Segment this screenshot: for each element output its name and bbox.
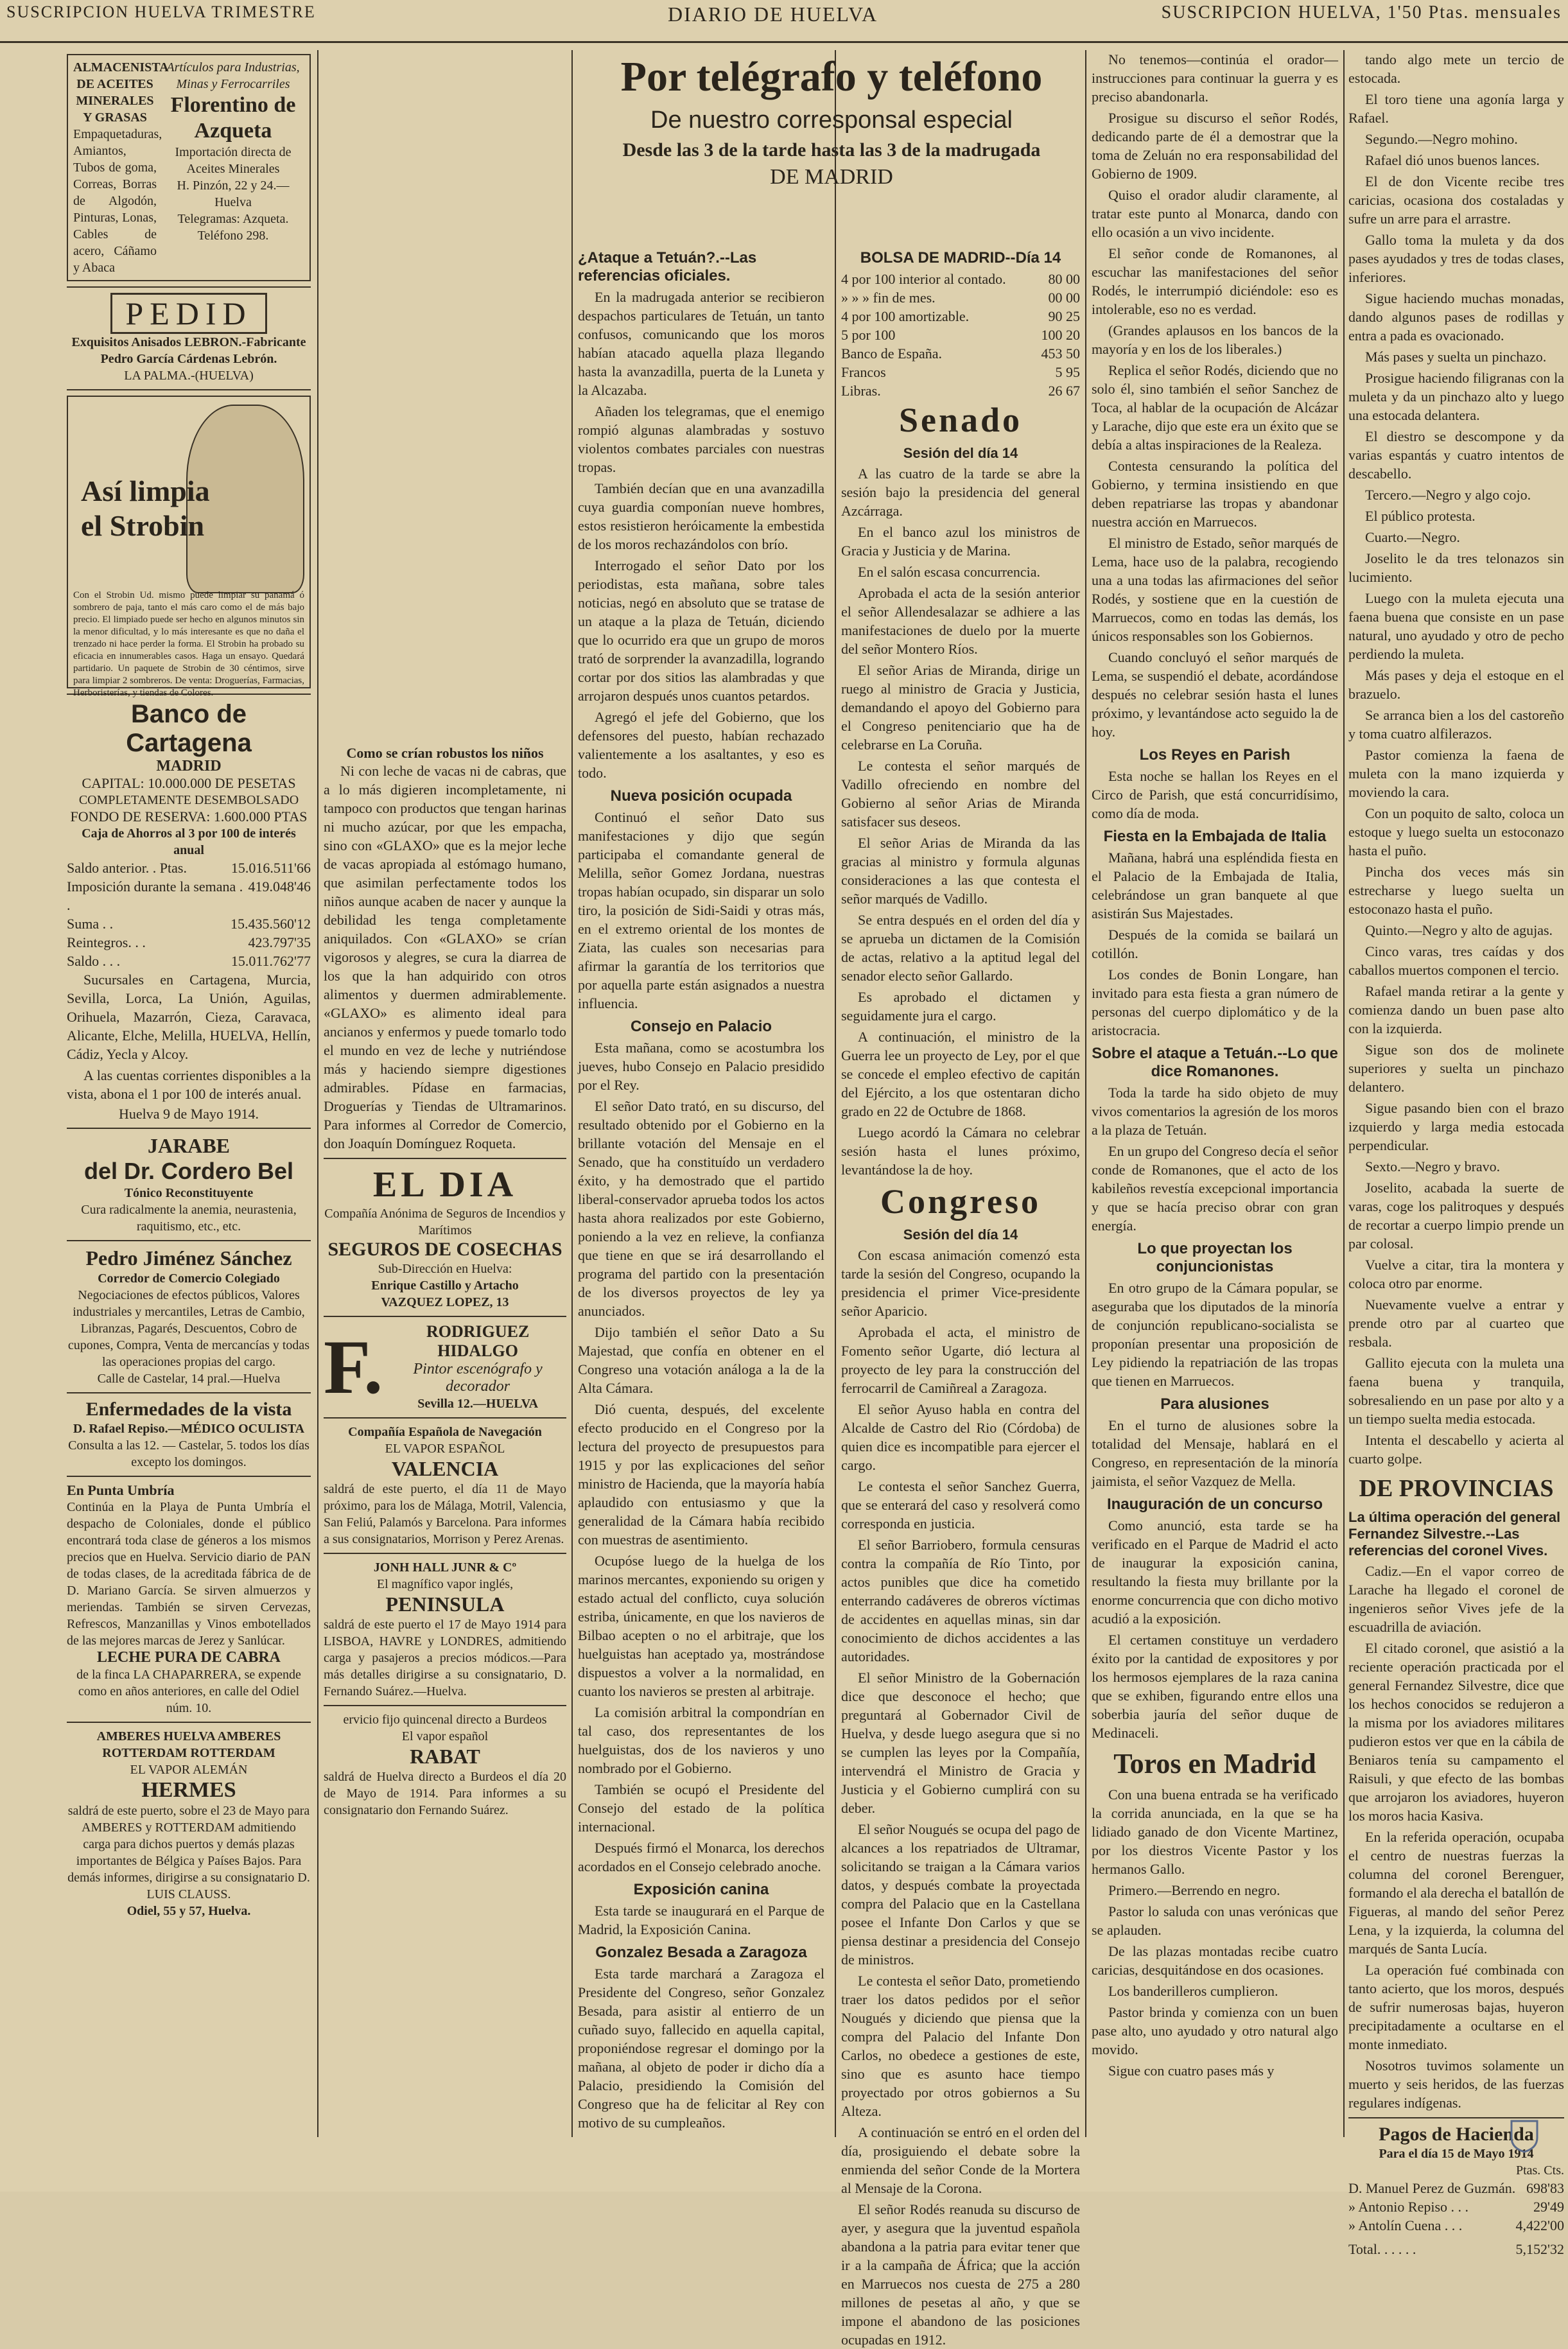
- news-column-2: [578, 244, 824, 2138]
- telegrafo-header: [578, 51, 1085, 189]
- hacienda-sub: Para el día 15 de Mayo 1914: [1379, 2147, 1534, 2161]
- rabat-sub: El vapor español: [401, 1729, 489, 1743]
- hermes-top: AMBERES HUELVA AMBERES ROTTERDAM ROTTERDAM: [96, 1729, 281, 1760]
- florentino-tel: Telegramas: Azqueta. Teléfono 298.: [177, 212, 289, 243]
- banco-city: MADRID: [156, 758, 222, 774]
- paragraph: En el banco azul los ministros de Gracia y Justicia y de Marina.: [841, 524, 1080, 559]
- rodriguez-addr: Sevilla 12.—HUELVA: [417, 1397, 539, 1411]
- header-title: DIARIO DE HUELVA: [668, 3, 878, 26]
- paragraph: Tercero.—Negro y algo cojo.: [1365, 487, 1531, 503]
- congreso-session: Sesión del día 14: [903, 1227, 1018, 1243]
- header-right: SUSCRIPCION HUELVA, 1'50 Ptas. mensuales: [1161, 3, 1562, 22]
- florentino-name: Florentino de Azqueta: [170, 93, 296, 143]
- jarabe-sub: Tónico Reconstituyente: [124, 1186, 254, 1200]
- congreso-headline: Congreso: [880, 1182, 1041, 1221]
- reyes-headline: Los Reyes en Parish: [1139, 746, 1291, 764]
- paragraph: Gallo toma la muleta y da dos pases ayudados y tres de todas clases, inferiores.: [1348, 232, 1564, 285]
- paragraph: Le contesta el señor Dato, prometiendo traer los datos pedidos por el señor Nougués y diciendo que piensa que la compra del Palacio del Infante Don Carlos, no obedece a gestiones de este, sino que es asunto hace tiempo proyectado por otros gobiernos a Su Alteza.: [841, 1973, 1080, 2119]
- bolsa-table: [841, 270, 1080, 400]
- valencia-vapor: EL VAPOR ESPAÑOL: [385, 1442, 505, 1456]
- table-row: » Antolín Cuena . . . 4,422'00: [1348, 2217, 1564, 2233]
- column-rule: [1085, 50, 1086, 2137]
- paragraph: tando algo mete un tercio de estocada.: [1348, 51, 1564, 86]
- consejo-headline: Consejo en Palacio: [630, 1018, 772, 1035]
- almacen-label: ALMACENISTA DE ACEITES MINERALES Y GRASAS: [73, 60, 169, 125]
- table-row: » Antonio Repiso . . . 29'49: [1348, 2199, 1564, 2215]
- table-row: Suma . . 15.435.560'12: [67, 916, 311, 932]
- eldia-title: EL DIA: [372, 1165, 518, 1205]
- umbria-text: Continúa en la Playa de Punta Umbría el despacho de Coloniales, donde el público encontrará toda clase de géneros a los mismos precios que en Huelva. Servicio diario de PAN de todas clases, de la acreditada fábrica de de D. Mariano García. Se sirven almuerzos y meriendas. También se sirven Cervezas, Refrescos, Manzanillas y Vinos embotellados de las mejores marcas de Jerez y Sanlúcar.: [67, 1500, 311, 1648]
- paragraph: Mañana, habrá una espléndida fiesta en el Palacio de la Embajada de Italia, celebrándose un gran banquete al que asistirán Sus Majestades.: [1092, 850, 1338, 921]
- eldia-sub: Compañía Anónima de Seguros de Incendios y Marítimos: [324, 1207, 566, 1237]
- banco-desemb: COMPLETAMENTE DESEMBOLSADO: [78, 793, 299, 807]
- table-row: Reintegros. . . 423.797'35: [67, 934, 311, 950]
- table-row: Francos 5 95: [841, 364, 1080, 380]
- paragraph: A continuación, el ministro de la Guerra lee un proyecto de Ley, por el que se concede el empleo efectivo de capitán del Ejército, a los que ostentaran dicho grado en 22 de Octubre de 1868.: [841, 1029, 1080, 1119]
- page-header: [0, 0, 1568, 43]
- paragraph: En otro grupo de la Cámara popular, se aseguraba que los diputados de la minoría de conjunción republicano-socialista se proponían presentar una proposición de Ley pidiendo la repatriación de las tropas que tienen en Marruecos.: [1092, 1280, 1338, 1389]
- paragraph: Aprobada el acta, el ministro de Fomento señor Ugarte, dió lectura al proyecto de ley para la construcción del ferrocarril de Camiñreal a Zaragoza.: [841, 1324, 1080, 1396]
- pedro-addr: Calle de Castelar, 14 pral.—Huelva: [97, 1372, 281, 1386]
- paragraph: El señor Dato trató, en su discurso, del resultado obtenido por el Gobierno en la brillante votación del Mensaje en el Senado, que ha constituído un verdadero éxito, y ha demostrado que el partido liberal-conservador aprueba todos los actos hasta ahora realizados por este Gobierno, poniendo a la vez en relieve, la confianza que tiene en que se irá desarrollando el programa del partido con la presentación de los diversos proyectos de ley ya anunciados.: [578, 1098, 824, 1319]
- paragraph: Cuando concluyó el señor marqués de Lema, se suspendió el debate, acordándose después no celebrar sesión hasta el lunes próximo, y levantándose acto seguido la de hoy.: [1092, 649, 1338, 740]
- hermes-text: saldrá de este puerto, sobre el 23 de Mayo para AMBERES y ROTTERDAM admitiendo carga para dichos puertos y demás plazas importantes de Bélgica y Países Bajos. Para demás informes, dirigirse a su consignatario D. LUIS CLAUSS.: [67, 1804, 310, 1901]
- paragraph: El señor Barriobero, formula censuras contra la compañía de Río Tinto, por actos punibles que dice ha cometido enterrando cadáveres de obreros víctimas de accidentes en aquellas minas, sin dar conocimiento de dichos accidentes a las autoridades.: [841, 1537, 1080, 1664]
- paragraph: Más pases y suelta un pinchazo.: [1365, 349, 1547, 365]
- paragraph: Ocupóse luego de la huelga de los marinos mercantes, exponiendo su origen y estado actual del conflicto, cuya solución estriba, únicamente, en que los navieros de Bilbao acepten o no el arbitraje, que los huelguistas han aceptado ya, mostrándose dispuestos a volver a la normalidad, en cuanto los navieros se presten al arbitraje.: [578, 1553, 824, 1699]
- paragraph: Sigue con cuatro pases más y: [1108, 2063, 1275, 2079]
- paragraph: Prosigue su discurso el señor Rodés, dedicando parte de él a demostrar que la toma de Zeluán no era responsabilidad del Gobierno de 1909.: [1092, 110, 1338, 182]
- banco-ad: [67, 700, 311, 1122]
- hacienda-headline: Pagos de Hacienda: [1379, 2124, 1534, 2145]
- leche-ad: [67, 1649, 311, 1716]
- paragraph: El toro tiene una agonía larga y Rafael.: [1348, 91, 1564, 126]
- paragraph: Rafael dió unos buenos lances.: [1365, 152, 1540, 168]
- paragraph: Sigue pasando bien con el brazo izquierdo y larga media estocada perpendicular.: [1348, 1100, 1564, 1153]
- table-row: 4 por 100 amortizable. 90 25: [841, 308, 1080, 324]
- vista-text: Consulta a las 12. — Castelar, 5. todos los días excepto los domingos.: [68, 1438, 309, 1469]
- banco-fondo: FONDO DE RESERVA: 1.600.000 PTAS: [70, 808, 308, 825]
- florentino-addr: H. Pinzón, 22 y 24.—Huelva: [177, 179, 290, 209]
- paragraph: De las plazas montadas recibe cuatro caricias, desquitándose en dos ocasiones.: [1092, 1943, 1338, 1978]
- paragraph: El certamen constituye un verdadero éxito por la cantidad de expositores y por los hermosos ejemplares de la raza canina que se exhiben, figurando entre ellos una soberbia jauría del señor duque de Medinaceli.: [1092, 1632, 1338, 1741]
- paragraph: Le contesta el señor marqués de Vadillo ofreciendo en nombre del Gobierno al señor Arias de Miranda satisfacer sus deseos.: [841, 758, 1080, 830]
- umbria-title: En Punta Umbría: [67, 1482, 175, 1498]
- paragraph: La operación fué combinada con tanto acierto, que los moros, después de sufrir numerosas bajas, huyeron precipitadamente a ocultarse en el monte inmediato.: [1348, 1962, 1564, 2052]
- paragraph: Sexto.—Negro y bravo.: [1365, 1158, 1501, 1174]
- paragraph: Luego acordó la Cámara no celebrar sesión hasta el lunes próximo, levantándose la de hoy.: [841, 1124, 1080, 1178]
- coat-of-arms-icon: [1505, 2116, 1544, 2154]
- paragraph: Dijo también el señor Dato a Su Majestad, que confía en obtener en el Congreso una votación análoga a la de la Alta Cámara.: [578, 1324, 824, 1396]
- paragraph: Dió cuenta, después, del excelente efecto producido en el Congreso por la lectura del proyecto de presupuestos para 1915 y por las explicaciones del señor ministro de Hacienda, que la mayoría había aplaudido con entusiasmo y que la generalidad de la Cámara había recibido con muestras de asentimiento.: [578, 1401, 824, 1548]
- paragraph: Pastor comienza la faena de muleta con la mano izquierda y moviendo la cara.: [1348, 747, 1564, 800]
- toros-headline: Toros en Madrid: [1113, 1748, 1316, 1779]
- pedid-title: PEDID: [110, 293, 266, 334]
- banco-cuentas: A las cuentas corrientes disponibles a la vista, abona el 1 por 100 de interés anual.: [67, 1067, 311, 1102]
- provincias-headline: DE PROVINCIAS: [1359, 1475, 1554, 1502]
- paragraph: Replica el señor Rodés, diciendo que no solo él, sino también el señor Sanchez de Toca, al hablar de la ocupación de Alcázar y Larache, dijo que este era un éxito que se debía a altas inspiraciones de la Realeza.: [1092, 362, 1338, 453]
- almacen-items: Empaquetaduras, Amiantos, Tubos de goma, Correas, Borras de Algodón, Pinturas, Lonas, Cables de acero, Cáñamo y Abaca: [73, 127, 162, 275]
- paragraph: Aprobada el acta de la sesión anterior el señor Allendesalazar se adhiere a las manifestaciones de duelo por la muerte del señor Montero Ríos.: [841, 585, 1080, 657]
- paragraph: El señor Nougués se ocupa del pago de alcances a los repatriados de Ultramar, solicitando se traigan a la Cámara varios datos, y después combate la proyectada compra del Palacio que en la Castellana posee el Infante Don Carlos y que se piensa destinar a presidencia del Consejo de ministros.: [841, 1821, 1080, 1968]
- florentino-ad: [67, 54, 311, 281]
- eldia-ad: [324, 1164, 566, 1311]
- hermes-ad: [67, 1728, 311, 1919]
- paragraph: No tenemos—continúa el orador—instrucciones para continuar la guerra y es preciso abandonarla.: [1092, 51, 1338, 105]
- alusiones-headline: Para alusiones: [1160, 1395, 1269, 1413]
- rabat-ad: [324, 1711, 566, 1819]
- table-row: Imposición durante la semana . . 419.048'46: [67, 878, 311, 913]
- telegrafo-city: DE MADRID: [770, 165, 893, 189]
- header-left: SUSCRIPCION HUELVA TRIMESTRE: [6, 3, 316, 21]
- strobin-title: Así limpia el Strobin: [81, 475, 210, 542]
- paragraph: Esta tarde se inaugurará en el Parque de Madrid, la Exposición Canina.: [578, 1903, 824, 1937]
- paragraph: En el turno de alusiones sobre la totalidad del Mensaje, hablará en el Congreso, en representación de la minoría jaimista, el señor Vazquez de Mella.: [1092, 1417, 1338, 1489]
- strobin-text: Con el Strobin Ud. mismo puede limpiar su panamá ó sombrero de paja, tanto el más caro como el de más bajo precio. El limpiado puede ser hecho en algunos minutos sin la menor dificultad, y lo más interesante es que no daña el trenzado ni hace perder la forma. El Strobin ha probado su eficacia en innumerables casos. Haga un ensayo. Quedará partidario. Un paquete de Strobin de 30 céntimos, sirve para limpiar 2 sombreros. De venta: Droguerías, Farmacias, Herboristerías, y tiendas de Colores.: [73, 590, 304, 698]
- paragraph: Esta noche se hallan los Reyes en el Circo de Parish, que está concurridísimo, como día de moda.: [1092, 768, 1338, 821]
- paragraph: El señor Rodés reanuda su discurso de ayer, y asegura que la juventud española abandona a la patria para evitar tener que ir a la campaña de África; que la acción en Marruecos nos cuesta de 275 a 280 millones de pesetas al año, y que se impone el abandono de las posiciones ocupadas en 1912.: [841, 2201, 1080, 2348]
- hermes-sub: EL VAPOR ALEMÁN: [130, 1763, 248, 1777]
- paragraph: Nuevamente vuelve a entrar y prende otro par al cuarteo que resbala.: [1348, 1297, 1564, 1350]
- peninsula-ad: [324, 1559, 566, 1700]
- paragraph: El ministro de Estado, señor marqués de Lema, hace uso de la palabra, recogiendo una a una todas las afirmaciones del señor Rodés, y sostiene que en la cuestión de Marruecos, como en todas las demás, los únicos responsables son los Gobiernos.: [1092, 535, 1338, 644]
- column-rule: [571, 50, 573, 2137]
- valencia-company: Compañía Española de Navegación: [348, 1425, 542, 1439]
- rodriguez-initial: F.: [324, 1324, 383, 1410]
- paragraph: Rafael manda retirar a la gente y comienza dando un buen pase alto con la izquierda.: [1348, 983, 1564, 1036]
- paragraph: Cinco varas, tres caídas y dos caballos muertos componen el tercio.: [1348, 943, 1564, 978]
- paragraph: En la madrugada anterior se recibieron despachos particulares de Tetuán, un tanto confusos, comunicando que los moros habían atacado aquella plaza llegando hasta la avanzadilla, puerta de la Luneta y la Alcazaba.: [578, 289, 824, 398]
- archive-watermark-logo: [1486, 2116, 1563, 2187]
- romanones-headline: Sobre el ataque a Tetuán.--Lo que dice Romanones.: [1092, 1045, 1338, 1080]
- pedid-place: LA PALMA.-(HUELVA): [124, 369, 254, 383]
- paragraph: Le contesta el señor Sanchez Guerra, que se enterará del caso y resolverá como corresponda en justicia.: [841, 1478, 1080, 1532]
- bolsa-headline: BOLSA DE MADRID--Día 14: [860, 249, 1061, 266]
- hermes-name: HERMES: [141, 1778, 236, 1802]
- table-row: D. Manuel Perez de Guzmán. 698'83: [1348, 2180, 1564, 2196]
- ads-column-1: [67, 50, 311, 2137]
- senado-session: Sesión del día 14: [903, 445, 1018, 461]
- paragraph: El de don Vicente recibe tres caricias, ocasiona dos costaladas y sufre un arre para el arrastre.: [1348, 173, 1564, 227]
- jarabe-title: JARABE: [147, 1134, 230, 1157]
- peninsula-sub: El magnífico vapor inglés,: [376, 1577, 514, 1591]
- leche-text: de la finca LA CHAPARRERA, se expende como en años anteriores, en calle del Odiel núm. 10.: [76, 1668, 301, 1715]
- paragraph: Después de la comida se bailará un cotillón.: [1092, 927, 1338, 961]
- column-rule: [1343, 50, 1345, 2137]
- pedro-ad: [67, 1246, 311, 1387]
- paragraph: El público protesta.: [1365, 508, 1476, 524]
- peninsula-text: saldrá de este puerto el 17 de Mayo 1914 para LISBOA, HAVRE y LONDRES, admitiendo carga y pasajeros a precios módicos.—Para más detalles dirigirse a su consignatario, D. Fernando Suárez.—Huelva.: [324, 1618, 566, 1698]
- paragraph: Después firmó el Monarca, los derechos acordados en el Consejo celebrado anoche.: [578, 1840, 824, 1874]
- paragraph: Es aprobado el dictamen y seguidamente jura el cargo.: [841, 989, 1080, 1024]
- table-row: Total. . . . . . 5,152'32: [1348, 2241, 1564, 2257]
- paragraph: Interrogado el señor Dato por los periodistas, esta mañana, sobre tales noticias, negó en absoluto que se tratase de un ataque a la plaza de Tetuán, diciendo que lo ocurrido era que un grupo de moros trató de sorprender la avanzadilla, logrando cortar por dos sitios las alambradas y que arrojaron después unos cuantos petardos.: [578, 557, 824, 704]
- pedid-ad: [67, 293, 311, 384]
- paragraph: Vuelve a citar, tira la montera y coloca otro par enorme.: [1348, 1257, 1564, 1291]
- table-row: Libras. 26 67: [841, 383, 1080, 399]
- eldia-cosechas: SEGUROS DE COSECHAS: [327, 1239, 562, 1260]
- paragraph: Prosigue haciendo filigranas con la muleta y da un pinchazo alto y luego una estocada delantera.: [1348, 370, 1564, 423]
- senado-headline: Senado: [898, 401, 1023, 439]
- banco-title: Banco de Cartagena: [126, 700, 252, 757]
- column-rule: [835, 50, 836, 2137]
- news-column-5: [1348, 50, 1564, 2257]
- pedro-role: Corredor de Comercio Colegiado: [98, 1271, 280, 1286]
- paragraph: Quiso el orador aludir claramente, al tratar este punto al Monarca, dando con ello ocasión a un vivo incidente.: [1092, 187, 1338, 240]
- rabat-text: saldrá de Huelva directo a Burdeos el día 20 de Mayo de 1914. Para informes a su consignatario don Fernando Suárez.: [324, 1770, 566, 1817]
- banco-sucursales: Sucursales en Cartagena, Murcia, Sevilla, Lorca, La Unión, Aguilas, Orihuela, Mazarrón, Cieza, Caravaca, Alicante, Elche, Melilla, HUELVA, Hellín, Cádiz, Yecla y Alcoy.: [67, 972, 311, 1062]
- paragraph: El señor Arias de Miranda da las gracias al ministro y formula algunas consideraciones a las que contesta el señor marqués de Vadillo.: [841, 835, 1080, 907]
- paragraph: Con un poquito de salto, coloca un estoque y luego suelta un estoconazo hasta el puño.: [1348, 805, 1564, 859]
- besada-headline: Gonzalez Besada a Zaragoza: [595, 1944, 807, 1961]
- paragraph: Nosotros tuvimos solamente un muerto y seis heridos, de las fuerzas regulares indígenas.: [1348, 2057, 1564, 2111]
- table-row: Saldo . . . 15.011.762'77: [67, 953, 311, 969]
- jarabe-ad: [67, 1134, 311, 1235]
- paragraph: Con una buena entrada se ha verificado la corrida anunciada, en la que se ha lidiado ganado de don Vicente Martinez, por los diestros Vicente Pastor y los hermanos Gallo.: [1092, 1786, 1338, 1877]
- paragraph: Luego con la muleta ejecuta una faena buena que consiste en un pase natural, uno ayudado y otro de pecho perdiendo la muleta.: [1348, 590, 1564, 662]
- paragraph: Los condes de Bonin Longare, han invitado para esta fiesta a gran número de personas del cuerpo diplomático y de la aristocracia.: [1092, 966, 1338, 1038]
- banco-capital: CAPITAL: 10.000.000 DE PESETAS: [82, 775, 296, 791]
- paragraph: En un grupo del Congreso decía el señor conde de Romanones, que el acto de los kabileños revestía excepcional importancia y que se hacía preciso obrar con gran energía.: [1092, 1143, 1338, 1234]
- paragraph: También decían que en una avanzadilla cuya guardia componían nueve hombres, estos resistieron heróicamente la embestida de los moros rechazándolos con brío.: [578, 480, 824, 552]
- paragraph: Sigue haciendo muchas monadas, dando algunos pases de rodillas y entra a pada es ovacionado.: [1348, 290, 1564, 344]
- valencia-text: saldrá de este puerto, el día 11 de Mayo próximo, para los de Málaga, Motril, Valencia, San Feliú, Palamós y Barcelona. Para informes a sus consignatarios, Morrison y Perez Arenas.: [324, 1482, 566, 1546]
- table-row: Saldo anterior. . Ptas. 15.016.511'66: [67, 860, 311, 876]
- paragraph: El diestro se descompone y da varias espantás y cuatro intentos de descabello.: [1348, 428, 1564, 482]
- valencia-name: VALENCIA: [391, 1457, 499, 1480]
- paragraph: A las cuatro de la tarde se abre la sesión bajo la presidencia del general Azcárraga.: [841, 466, 1080, 519]
- silvestre-headline: La última operación del general Fernandez Silvestre.--Las referencias del coronel Vives.: [1348, 1509, 1561, 1559]
- leche-title: LECHE PURA DE CABRA: [96, 1649, 281, 1666]
- vista-doctor: D. Rafael Repiso.—MÉDICO OCULISTA: [73, 1422, 305, 1436]
- telegrafo-times: Desde las 3 de la tarde hasta las 3 de la madrugada: [622, 139, 1041, 161]
- column-rule: [317, 50, 318, 2137]
- paragraph: Pastor brinda y comienza con un buen pase alto, uno ayudado y otro natural algo movido.: [1092, 2004, 1338, 2057]
- news-column-4: [1092, 50, 1338, 2137]
- table-row: 5 por 100 100 20: [841, 327, 1080, 343]
- paragraph: Como anunció, esta tarde se ha verificado en el Parque de Madrid el acto de inaugurar la exposición canina, resultando la fiesta muy brillante por la enorme concurrencia que con dicho motivo acudió a la exposición.: [1092, 1517, 1338, 1627]
- paragraph: Joselito le da tres telonazos sin lucimiento.: [1348, 550, 1564, 585]
- paragraph: El señor Arias de Miranda, dirige un ruego al ministro de Gracia y Justicia, demandando el apoyo del Gobierno para el Congreso penitenciario que ha de celebrarse en La Coruña.: [841, 662, 1080, 753]
- tetuan-headline: ¿Ataque a Tetuán?.--Las referencias oficiales.: [578, 249, 757, 284]
- rodriguez-role: Pintor escenógrafo y decorador: [413, 1361, 543, 1395]
- glaxo-title: Como se crían robustos los niños: [346, 745, 544, 761]
- pedro-text: Negociaciones de efectos públicos, Valores industriales y mercantiles, Letras de Cambio, Libranzas, Pagarés, Descuentos, Cobro de cupones, Compra, Venta de mercancías y todas las operaciones propias del cargo.: [67, 1288, 310, 1369]
- glaxo-ad: [324, 745, 566, 1153]
- paragraph: A continuación se entró en el orden del día, prosiguiendo el debate sobre la enmienda del señor Conde de la Mortera al Mensaje de la Corona.: [841, 2124, 1080, 2196]
- paragraph: El citado coronel, que asistió a la reciente operación practicada por el general Fernandez Silvestre, dice que los hechos conocidos se redujeron a la misma por los aviadores militares pudieron estos ver que en la cábila de Beniaros tenía su campamento el Raisuli, y que efecto de las bombas que arrojaron los aviadores, huyeron los moros hacia Kasiva.: [1348, 1640, 1564, 1824]
- banco-caja: Caja de Ahorros al 3 por 100 de interés anual: [82, 826, 296, 857]
- paragraph: Cuarto.—Negro.: [1365, 529, 1460, 545]
- paragraph: Añaden los telegramas, que el enemigo rompió algunas alambradas y sostuvo violentos combates parciales con nuestras tropas.: [578, 403, 824, 475]
- paragraph: Pincha dos veces más sin estrecharse y luego suelta un estoconazo hasta el puño.: [1348, 864, 1564, 917]
- expo-headline: Exposición canina: [633, 1881, 769, 1898]
- table-row: 4 por 100 interior al contado. 80 00: [841, 271, 1080, 287]
- eldia-addr: VAZQUEZ LOPEZ, 13: [381, 1295, 509, 1309]
- italia-headline: Fiesta en la Embajada de Italia: [1103, 828, 1327, 845]
- rabat-name: RABAT: [410, 1745, 480, 1768]
- jarabe-doctor: del Dr. Cordero Bel: [83, 1158, 294, 1184]
- hacienda-table: [1348, 2179, 1564, 2258]
- vista-title: Enfermedades de la vista: [85, 1399, 292, 1420]
- paragraph: Se arranca bien a los del castoreño y toma cuatro alfilerazos.: [1348, 707, 1564, 742]
- paragraph: En el salón escasa concurrencia.: [858, 564, 1041, 580]
- paragraph: Quinto.—Negro y alto de agujas.: [1365, 922, 1553, 938]
- paragraph: Cadiz.—En el vapor correo de Larache ha llegado el coronel de ingenieros señor Vives jefe de la escuadrilla de aviación.: [1348, 1563, 1564, 1635]
- paragraph: (Grandes aplausos en los bancos de la mayoría y en los de los liberales.): [1092, 322, 1338, 357]
- hacienda-unit: Ptas. Cts.: [1515, 2163, 1564, 2178]
- peninsula-company: JONH HALL JUNR & Cº: [373, 1560, 517, 1575]
- paragraph: Sigue son dos de molinete superiores y suelta un pinchazo delantero.: [1348, 1042, 1564, 1095]
- paragraph: Se entra después en el orden del día y se aprueba un dictamen de la Comisión de actas, relativo a la aptitud legal del senador electo señor Gallardo.: [841, 912, 1080, 984]
- telegrafo-sub: De nuestro corresponsal especial: [650, 107, 1013, 134]
- peninsula-name: PENINSULA: [385, 1593, 505, 1616]
- paragraph: Más pases y deja el estoque en el brazuelo.: [1348, 667, 1564, 702]
- paragraph: Toda la tarde ha sido objeto de muy vivos comentarios la agresión de los moros a la plaza de Tetuán.: [1092, 1085, 1338, 1138]
- paragraph: El señor Ayuso habla en contra del Alcalde de Castro del Rio (Córdoba) de quien dice es incompatible para ejercer el cargo.: [841, 1401, 1080, 1473]
- paragraph: Con escasa animación comenzó esta tarde la sesión del Congreso, ocupando la presidencia el primer Vice-presidente señor Aparicio.: [841, 1247, 1080, 1319]
- paragraph: Contesta censurando la política del Gobierno, y termina insistiendo en que deben repatriarse las tropas y abandonar nuestra acción en Marruecos.: [1092, 458, 1338, 530]
- paragraph: El señor Ministro de la Gobernación dice que desconoce el hecho; que preguntará al Gobernador Civil de Huelva, y desde luego asegura que si no se cumplen las leyes por la Compañía, intervendrá el Ministro de Gracia y Justicia y el Gobierno cumplirá con su deber.: [841, 1670, 1080, 1816]
- paragraph: Joselito, acabada la suerte de varas, coge los palitroques y después de recortar a cuerpo limpio prende un par colosal.: [1348, 1180, 1564, 1252]
- paragraph: También se ocupó el Presidente del Consejo del estado de la política internacional.: [578, 1781, 824, 1835]
- florentino-top: Artículos para Industrias, Minas y Ferrocarriles: [166, 60, 300, 91]
- paragraph: El señor conde de Romanones, al escuchar las manifestaciones del señor Rodés, le interrumpió diciéndole: eso es intolerable, eso no es verdad.: [1092, 245, 1338, 317]
- eldia-name: Enrique Castillo y Artacho: [371, 1279, 519, 1293]
- pedid-text: Exquisitos Anisados LEBRON.-Fabricante Pedro García Cárdenas Lebrón.: [71, 335, 306, 366]
- rodriguez-ad: [324, 1322, 566, 1412]
- florentino-sub: Importación directa de Aceites Minerales: [175, 145, 292, 176]
- news-column-3: [841, 244, 1080, 2348]
- vista-ad: [67, 1399, 311, 1471]
- ads-column-2: [324, 745, 566, 2138]
- banco-table: [67, 859, 311, 970]
- valencia-ad: [324, 1424, 566, 1548]
- paragraph: Intenta el descabello y acierta al cuarto golpe.: [1348, 1432, 1564, 1467]
- paragraph: Continuó el señor Dato sus manifestaciones y dijo que según participaba el comandante general de Melilla, señor Gomez Jordana, nuestras tropas habían ocupado, sin disparar un solo tiro, la posición de Sidi-Saidi y otras más, en el extremo oriental de los montes de Ziata, las cuales son necesarias para afirmar la garantía de los territorios que por aquella parte están asignados a nuestra influencia.: [578, 809, 824, 1011]
- table-row: Banco de España. 453 50: [841, 345, 1080, 362]
- paragraph: Esta tarde marchará a Zaragoza el Presidente del Congreso, señor Gonzalez Besada, para asistir al entierro de un cuñado suyo, fallecido en aquella capital, proponiéndose regresar el domingo por la mañana, al objeto de poder ir dicho día a Palacio, presidiendo la Comisión del Congreso que ha de felicitar al Rey con motivo de su cumpleaños.: [578, 1966, 824, 2131]
- rabat-top: ervicio fijo quincenal directo a Burdeos: [343, 1713, 547, 1727]
- paragraph: En la referida operación, ocupaba el centro de nuestras fuerzas la columna del coronel Berenguer, formando el ala derecha el batallón de Figueras, al mando del señor Perez Lena, y la izquierda, la columna del marqués de Santa Lucía.: [1348, 1829, 1564, 1957]
- glaxo-text: Ni con leche de vacas ni de cabras, que a lo más digieren incompletamente, ni tampoco con productos que tengan harinas ni mucho azúcar, por que les empacha, sino con «GLAXO» que es la mejor leche de vacas apropiada al estómago humano, que asimilan perfectamente todos los niños aunque acaben de nacer y aunque la debilidad les tenga completamente aniquilados. Con «GLAXO» se crían vigorosos y alegres, se cura la diarrea de los que la han adquirido con otros alimentos y duermen admirablemente. «GLAXO» es alimento ideal para ancianos y enfermos y puede tomarlo todo el mundo en vez de leche y nutriéndose más y haciendo siempre digestiones admirables. Pídase en farmacias, Droguerías y Tiendas de Ultramarinos. Para informes al Corredor de Comercio, don Joaquín Domínguez Roqueta.: [324, 763, 566, 1151]
- paragraph: La comisión arbitral la compondrían en tal caso, dos representantes de los huelguistas, dos de los navieros y uno nombrado por el Gobierno.: [578, 1704, 824, 1776]
- strobin-ad: [67, 396, 311, 698]
- nueva-headline: Nueva posición ocupada: [610, 787, 792, 805]
- paragraph: Primero.—Berrendo en negro.: [1108, 1882, 1280, 1898]
- paragraph: Agregó el jefe del Gobierno, que los defensores del puesto, habían rechazado valientemente a los asaltantes, y eso es todo.: [578, 709, 824, 781]
- eldia-dir: Sub-Dirección en Huelva:: [378, 1262, 512, 1276]
- paragraph: Pastor lo saluda con unas verónicas que se aplauden.: [1092, 1903, 1338, 1938]
- table-row: » » » fin de mes. 00 00: [841, 290, 1080, 306]
- paragraph: Esta mañana, como se acostumbra los jueves, hubo Consejo en Palacio presidido por el Rey.: [578, 1040, 824, 1093]
- umbria-ad: [67, 1482, 311, 1649]
- concurso-headline: Inauguración de un concurso: [1106, 1496, 1323, 1513]
- jarabe-text: Cura radicalmente la anemia, neurastenia, raquitismo, etc., etc.: [81, 1203, 297, 1234]
- pedro-name: Pedro Jiménez Sánchez: [85, 1246, 292, 1270]
- hermes-addr: Odiel, 55 y 57, Huelva.: [126, 1904, 251, 1918]
- banco-date: Huelva 9 de Mayo 1914.: [118, 1106, 259, 1122]
- paragraph: Gallito ejecuta con la muleta una faena buena y tranquila, sobresaliendo en un pase por alto y a un tiempo suelta media estocada.: [1348, 1355, 1564, 1427]
- rodriguez-name: RODRIGUEZ HIDALGO: [426, 1322, 530, 1360]
- conjunc-headline: Lo que proyectan los conjuncionistas: [1137, 1240, 1293, 1275]
- paragraph: Segundo.—Negro mohino.: [1365, 131, 1518, 147]
- telegrafo-title: Por telégrafo y teléfono: [620, 53, 1043, 100]
- paragraph: Los banderilleros cumplieron.: [1108, 1983, 1278, 1999]
